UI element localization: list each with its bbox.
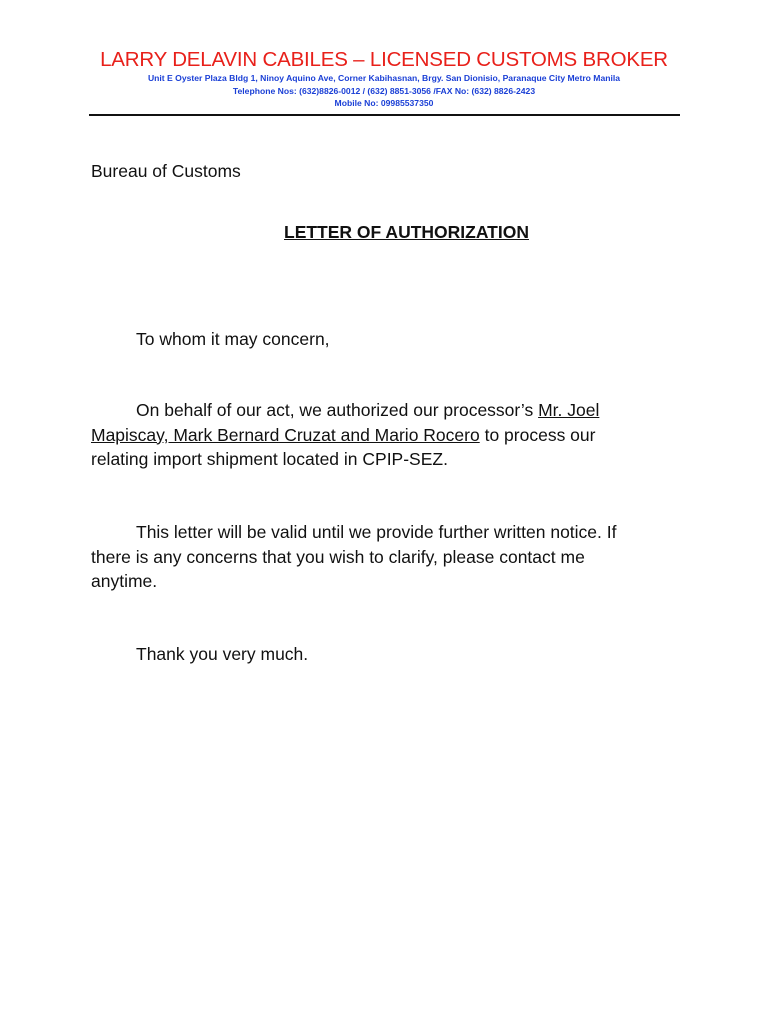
paragraph-line: [91, 423, 671, 448]
letterhead: [0, 48, 768, 110]
paragraph-line: [91, 398, 671, 423]
authorization-paragraph: [91, 398, 671, 472]
salutation: To whom it may concern,: [136, 329, 330, 349]
paragraph-line: relating import shipment located in CPIP-SEZ.: [91, 449, 448, 469]
paragraph-line: anytime.: [91, 571, 158, 591]
closing: Thank you very much.: [136, 644, 309, 664]
paragraph-line: This letter will be valid until we provide further written notice. If: [136, 522, 617, 542]
validity-paragraph: [91, 520, 671, 594]
paragraph-line: there is any concerns that you wish to clarify, please contact me: [91, 546, 585, 567]
letterhead-divider: [89, 114, 680, 116]
authorized-names: Mapiscay, Mark Bernard Cruzat and Mario Rocero: [91, 424, 480, 445]
paragraph-text: to process our: [479, 424, 596, 445]
company-telephone: Telephone Nos: (632)8826-0012 / (632) 8851-3056 /FAX No: (632) 8826-2423: [232, 85, 536, 96]
recipient: Bureau of Customs: [91, 161, 241, 181]
company-name: LARRY DELAVIN CABILES – LICENSED CUSTOMS BROKER: [100, 48, 668, 71]
company-mobile: Mobile No: 09985537350: [334, 98, 434, 108]
paragraph-text: On behalf of our act, we authorized our processor’s: [136, 400, 539, 420]
company-address: Unit E Oyster Plaza Bldg 1, Ninoy Aquino Ave, Corner Kabihasnan, Brgy. San Dionisio, Paranaque City Metro Manila: [147, 73, 621, 83]
letter-title: LETTER OF AUTHORIZATION: [284, 222, 529, 242]
authorized-names: Mr. Joel: [538, 400, 600, 420]
